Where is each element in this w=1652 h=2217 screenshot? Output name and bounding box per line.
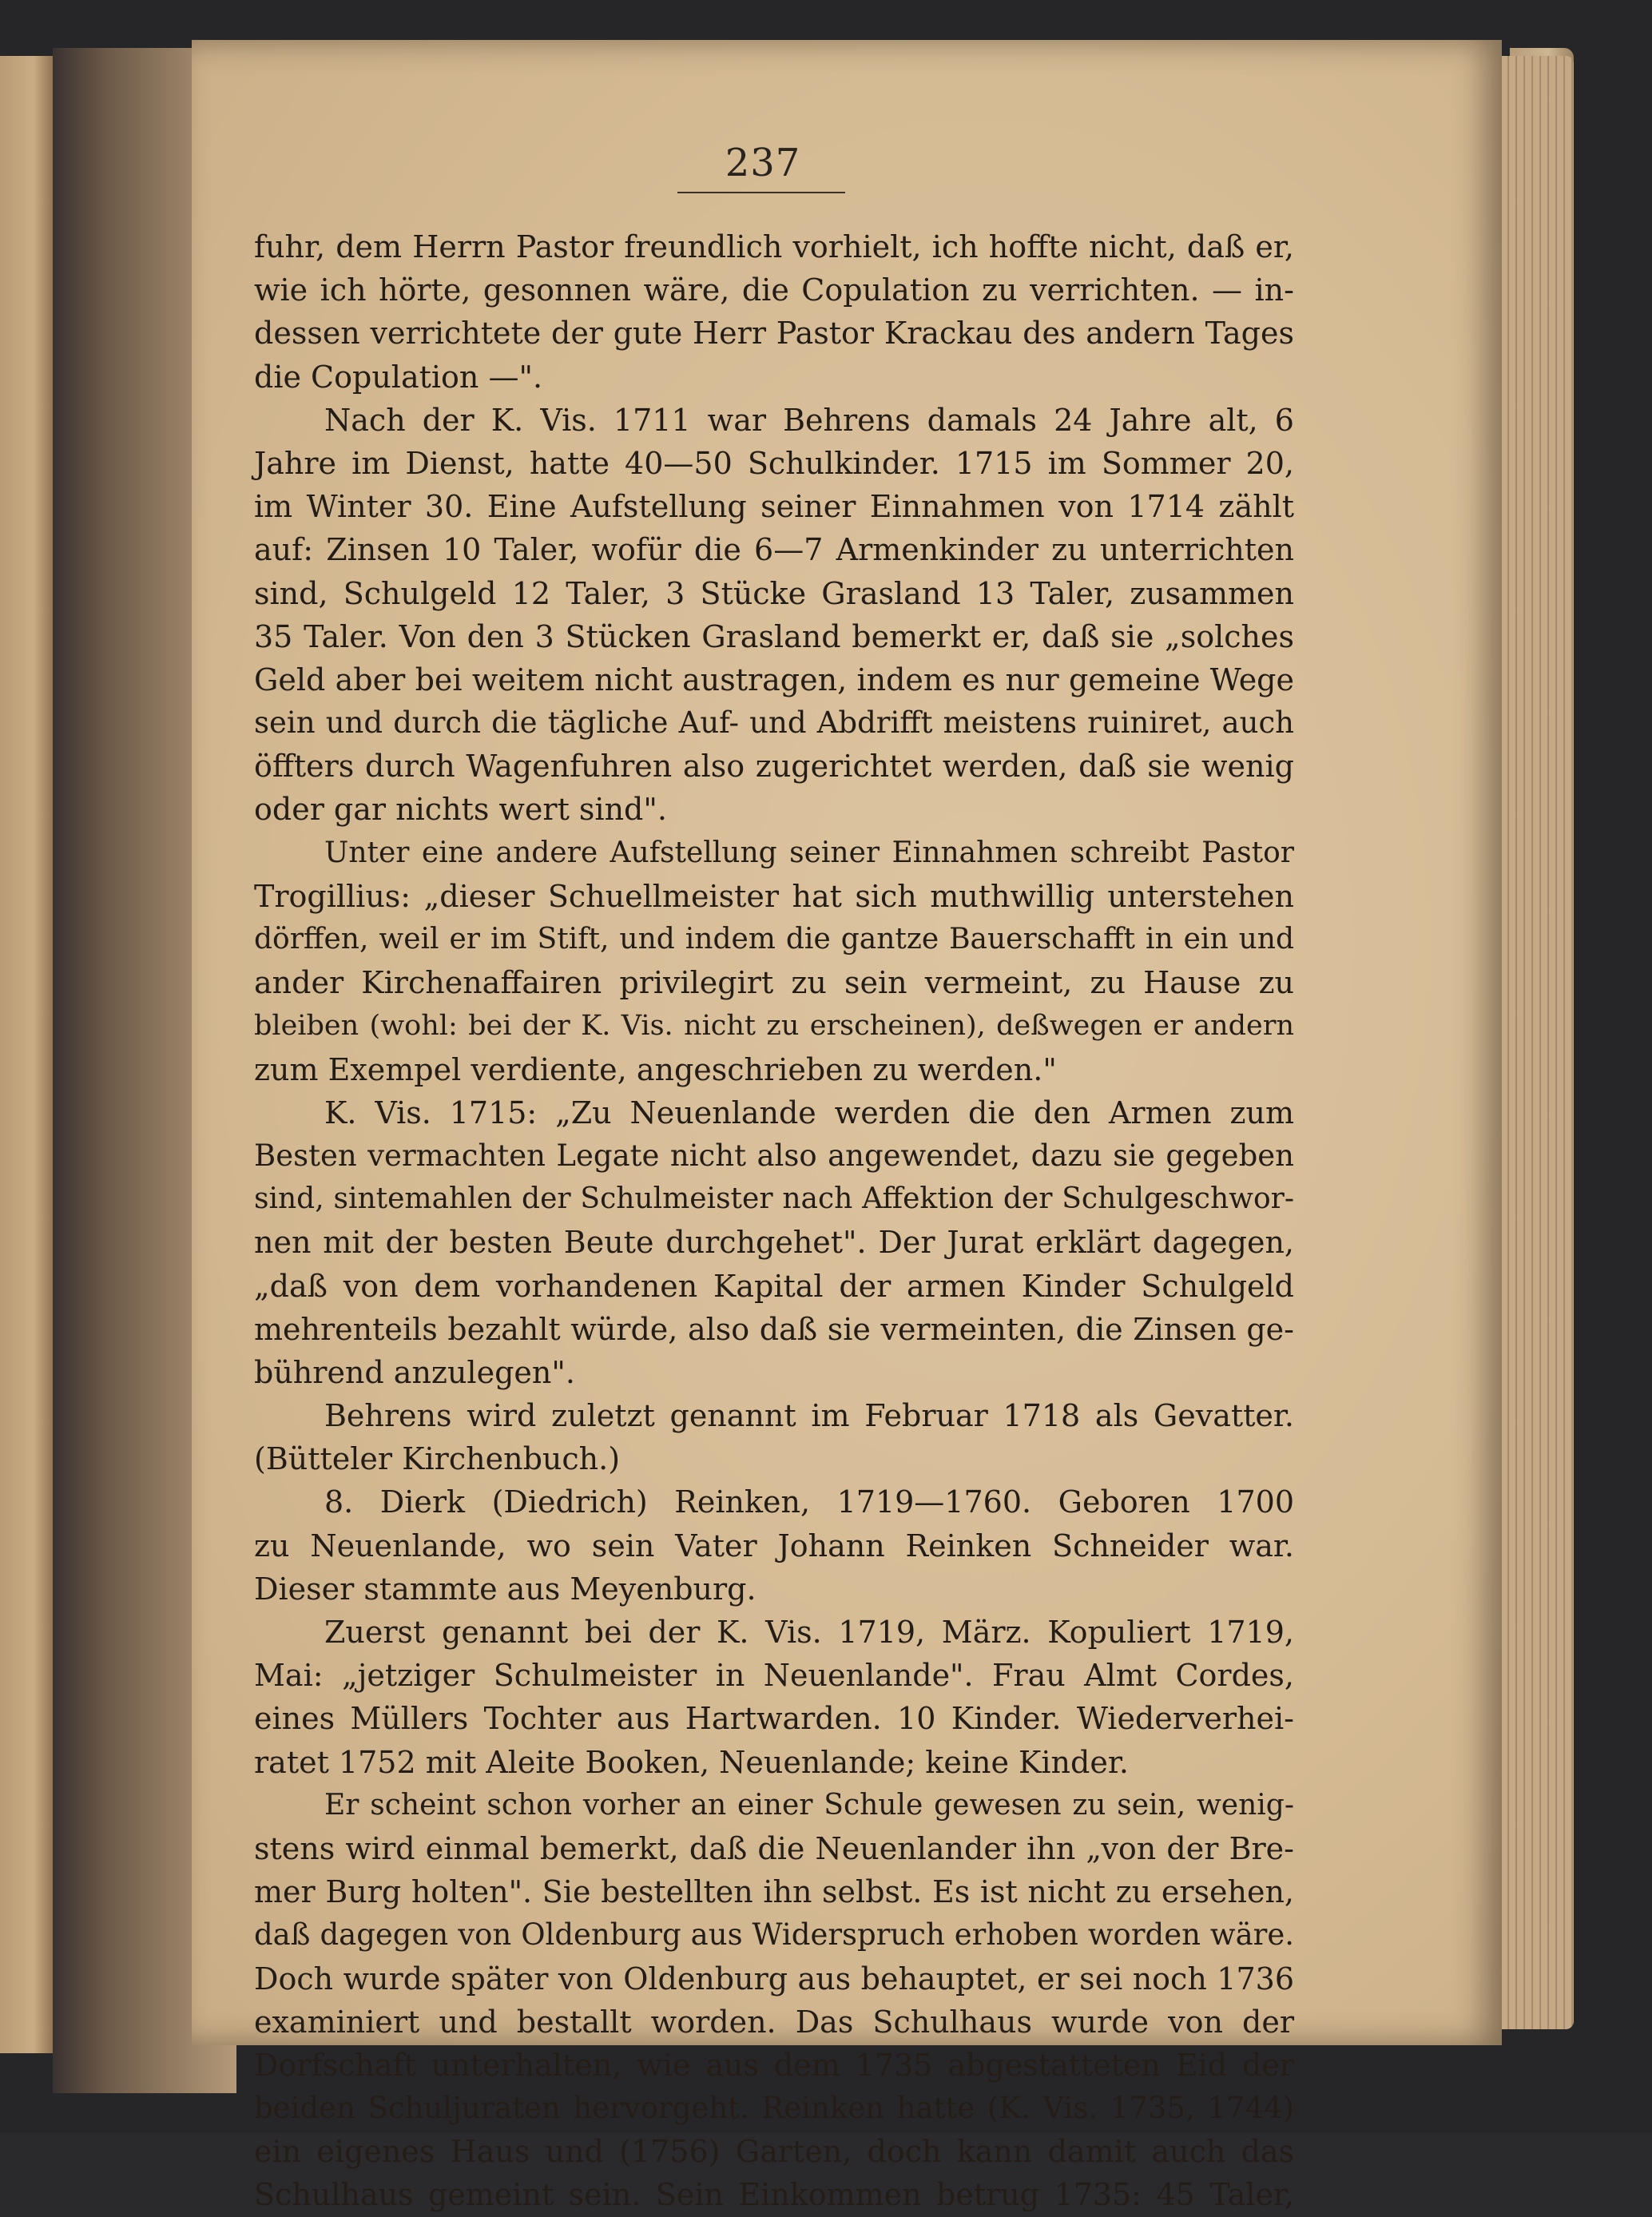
text-line: die Copulation —". <box>254 359 543 395</box>
text-line: im Winter 30. Eine Aufstellung seiner Einnahmen von 1714 zählt <box>254 489 1294 525</box>
text-line: zu Neuenlande, wo sein Vater Johann Reinken Schneider war. <box>254 1528 1294 1563</box>
text-line: examiniert und bestallt worden. Das Schulhaus wurde von der <box>254 2004 1294 2040</box>
text-line: eines Müllers Tochter aus Hartwarden. 10 Kinder. Wiederverhei- <box>254 1701 1294 1737</box>
text-line: oder gar nichts wert sind". <box>254 792 667 828</box>
text-line: (Bütteler Kirchenbuch.) <box>254 1441 621 1477</box>
text-line: bührend anzulegen". <box>254 1354 575 1390</box>
text-line: Schulhaus gemeint sein. Sein Einkommen betrug 1735: 45 Taler, <box>254 2177 1294 2213</box>
page-number: 237 <box>725 141 801 185</box>
text-line: K. Vis. 1715: „Zu Neuenlande werden die den Armen zum <box>324 1095 1294 1130</box>
text-line: Mai: „jetziger Schulmeister in Neuenlande". Frau Almt Cordes, <box>254 1658 1294 1694</box>
text-line: Zuerst genannt bei der K. Vis. 1719, März. Kopuliert 1719, <box>324 1615 1294 1650</box>
text-line: fuhr, dem Herrn Pastor freundlich vorhielt, ich hoffte nicht, daß er, <box>254 229 1294 264</box>
text-line: beiden Schuljuraten hervorgeht. Reinken hatte (K. Vis. 1735, 1744) <box>254 2091 1294 2126</box>
text-line: Dorfschaft unterhalten, wie aus dem 1735 abgestatteten Eid der <box>254 2047 1294 2083</box>
text-line: Er scheint schon vorher an einer Schule gewesen zu sein, wenig- <box>324 1788 1294 1822</box>
text-line: Doch wurde später von Oldenburg aus behauptet, er sei noch 1736 <box>254 1961 1294 1996</box>
text-line: ein eigenes Haus und (1756) Garten, doch kann damit auch das <box>254 2134 1294 2170</box>
text-line: Unter eine andere Aufstellung seiner Einnahmen schreibt Pastor <box>324 836 1294 869</box>
page-number-rule <box>677 192 845 193</box>
text-line: mer Burg holten". Sie bestellten ihn selbst. Es ist nicht zu ersehen, <box>254 1874 1294 1910</box>
text-line: 8. Dierk (Diedrich) Reinken, 1719—1760. Geboren 1700 <box>324 1484 1294 1520</box>
text-line: nen mit der besten Beute durchgehet". Der Jurat erklärt dagegen, <box>254 1225 1294 1261</box>
text-line: Behrens wird zuletzt genannt im Februar 1718 als Gevatter. <box>324 1398 1294 1434</box>
text-line: Nach der K. Vis. 1711 war Behrens damals 24 Jahre alt, 6 <box>324 402 1294 438</box>
text-line: öffters durch Wagenfuhren also zugerichtet werden, daß sie wenig <box>254 749 1294 785</box>
text-line: Trogillius: „dieser Schuellmeister hat sich muthwillig unterstehen <box>254 878 1294 914</box>
text-line: Besten vermachten Legate nicht also angewendet, dazu sie gegeben <box>254 1138 1294 1173</box>
text-line: auf: Zinsen 10 Taler, wofür die 6—7 Armenkinder zu unterrichten <box>254 532 1294 568</box>
text-line: Jahre im Dienst, hatte 40—50 Schulkinder. 1715 im Sommer 20, <box>254 445 1294 481</box>
text-line: bleiben (wohl: bei der K. Vis. nicht zu erscheinen), deßwegen er andern <box>254 1010 1294 1043</box>
text-line: Dieser stammte aus Meyenburg. <box>254 1571 757 1607</box>
text-line: zum Exempel verdiente, angeschrieben zu werden." <box>254 1051 1057 1087</box>
text-line: ander Kirchenaffairen privilegirt zu sein vermeint, zu Hause zu <box>254 965 1294 1001</box>
text-line: daß dagegen von Oldenburg aus Widerspruch erhoben worden wäre. <box>254 1917 1294 1953</box>
text-line: „daß von dem vorhandenen Kapital der armen Kinder Schulgeld <box>254 1268 1294 1304</box>
text-line: dörffen, weil er im Stift, und indem die gantze Bauerschafft in ein und <box>254 923 1294 956</box>
text-line: sind, sintemahlen der Schulmeister nach Affektion der Schulgeschwor- <box>254 1182 1294 1216</box>
text-line: sind, Schulgeld 12 Taler, 3 Stücke Grasland 13 Taler, zusammen <box>254 575 1294 611</box>
text-line: Geld aber bei weitem nicht austragen, indem es nur gemeine Wege <box>254 662 1294 697</box>
facing-page-edge <box>0 56 56 2053</box>
text-line: ratet 1752 mit Aleite Booken, Neuenlande; keine Kinder. <box>254 1744 1129 1780</box>
text-line: sein und durch die tägliche Auf- und Abdrifft meistens ruiniret, auch <box>254 705 1294 741</box>
text-line: mehrenteils bezahlt würde, also daß sie vermeinten, die Zinsen ge- <box>254 1311 1294 1347</box>
page-text <box>254 225 1294 2217</box>
text-line: stens wird einmal bemerkt, daß die Neuenlander ihn „von der Bre- <box>254 1830 1294 1866</box>
text-line: wie ich hörte, gesonnen wäre, die Copulation zu verrichten. — in- <box>254 272 1294 308</box>
text-line: dessen verrichtete der gute Herr Pastor Krackau des andern Tages <box>254 316 1294 352</box>
text-line: 35 Taler. Von den 3 Stücken Grasland bemerkt er, daß sie „solches <box>254 618 1294 654</box>
